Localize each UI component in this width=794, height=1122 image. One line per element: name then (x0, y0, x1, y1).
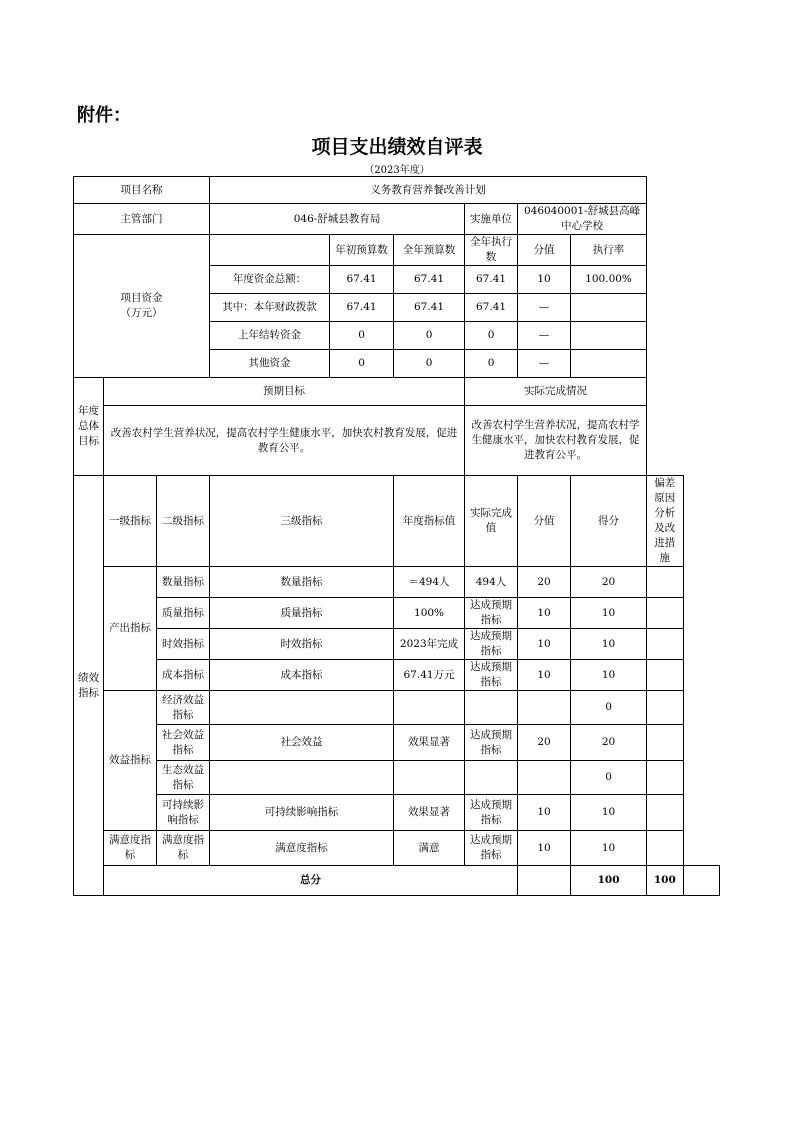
score-value: 10 (518, 660, 571, 691)
reason-value (647, 691, 683, 725)
reason-value (647, 761, 683, 795)
level1-indicator: 效益指标 (104, 691, 157, 831)
funds-cell (571, 350, 647, 378)
funds-row-label: 其中：本年财政拨款 (210, 294, 330, 322)
target-value: ＝494人 (394, 567, 465, 598)
indicator-row (74, 691, 720, 725)
actual-value: 达成预期指标 (465, 831, 518, 866)
score-value: 20 (518, 567, 571, 598)
got-value: 0 (571, 761, 647, 795)
funds-cell: — (518, 350, 571, 378)
reason-value (647, 795, 683, 831)
indicator-row (74, 725, 720, 761)
indicator-header: 一级指标 (104, 476, 157, 567)
level3-indicator: 数量指标 (210, 567, 394, 598)
expected-goal-header: 预期目标 (104, 378, 465, 406)
indicator-header: 三级指标 (210, 476, 394, 567)
target-value (394, 761, 465, 795)
got-value: 0 (571, 691, 647, 725)
funds-cell: 67.41 (394, 294, 465, 322)
funds-row-label: 年度资金总额： (210, 266, 330, 294)
score-value: 10 (518, 598, 571, 629)
level2-indicator: 质量指标 (157, 598, 210, 629)
got-value: 10 (571, 660, 647, 691)
reason-value (647, 725, 683, 761)
funds-cell: — (518, 294, 571, 322)
level3-indicator: 质量指标 (210, 598, 394, 629)
indicator-row (74, 660, 720, 691)
indicator-header: 二级指标 (157, 476, 210, 567)
funds-cell: 0 (394, 350, 465, 378)
level3-indicator (210, 691, 394, 725)
funds-cell: 67.41 (394, 266, 465, 294)
goals-section-label: 年度总体目标 (74, 378, 104, 476)
indicator-header: 得分 (571, 476, 647, 567)
reason-value (647, 831, 683, 866)
actual-value (465, 691, 518, 725)
funds-cell: 0 (394, 322, 465, 350)
target-value: 效果显著 (394, 725, 465, 761)
level3-indicator: 满意度指标 (210, 831, 394, 866)
target-value: 效果显著 (394, 795, 465, 831)
funds-header: 年初预算数 (330, 235, 394, 266)
funds-cell: 0 (465, 350, 518, 378)
indicator-row (74, 567, 720, 598)
target-value: 67.41万元 (394, 660, 465, 691)
attachment-label: 附件： (77, 105, 131, 126)
project-name-label: 项目名称 (74, 177, 210, 204)
actual-value (465, 761, 518, 795)
funds-row-label: 上年结转资金 (210, 322, 330, 350)
total-label: 总分 (104, 866, 518, 896)
funds-cell: 67.41 (330, 294, 394, 322)
funds-cell: 67.41 (465, 294, 518, 322)
score-value: 20 (518, 725, 571, 761)
total-blank (518, 866, 571, 896)
score-value: 10 (518, 831, 571, 866)
unit-value: 046040001-舒城县高峰中心学校 (518, 204, 647, 235)
actual-value: 达成预期指标 (465, 795, 518, 831)
total-got: 100 (647, 866, 683, 896)
got-value: 10 (571, 629, 647, 660)
level3-indicator: 社会效益 (210, 725, 394, 761)
got-value: 10 (571, 831, 647, 866)
indicator-header: 偏差原因分析及改进措施 (647, 476, 683, 567)
funds-cell: 10 (518, 266, 571, 294)
funds-cell: — (518, 322, 571, 350)
funds-cell: 100.00% (571, 266, 647, 294)
funds-cell: 67.41 (465, 266, 518, 294)
funds-row-label: 其他资金 (210, 350, 330, 378)
funds-cell (571, 294, 647, 322)
score-value: 10 (518, 795, 571, 831)
level1-indicator: 满意度指标 (104, 831, 157, 866)
level2-indicator: 社会效益指标 (157, 725, 210, 761)
level3-indicator: 时效指标 (210, 629, 394, 660)
reason-value (647, 660, 683, 691)
indicator-row (74, 761, 720, 795)
got-value: 10 (571, 795, 647, 831)
reason-value (647, 629, 683, 660)
funds-cell (571, 322, 647, 350)
funds-label: 项目资金 （万元） (74, 235, 210, 378)
actual-value: 达成预期指标 (465, 629, 518, 660)
level2-indicator: 数量指标 (157, 567, 210, 598)
funds-header: 全年执行数 (465, 235, 518, 266)
indicators-section-label: 绩效指标 (74, 476, 104, 896)
total-reason (683, 866, 719, 896)
actual-value: 达成预期指标 (465, 598, 518, 629)
level2-indicator: 时效指标 (157, 629, 210, 660)
level2-indicator: 可持续影响指标 (157, 795, 210, 831)
actual-value: 达成预期指标 (465, 725, 518, 761)
expected-goal-text: 改善农村学生营养状况，提高农村学生健康水平，加快农村教育发展，促进教育公平。 (104, 406, 465, 476)
actual-result-text: 改善农村学生营养状况，提高农村学生健康水平，加快农村教育发展，促进教育公平。 (465, 406, 647, 476)
target-value (394, 691, 465, 725)
level2-indicator: 经济效益指标 (157, 691, 210, 725)
indicator-row (74, 629, 720, 660)
funds-cell: 0 (330, 350, 394, 378)
reason-value (647, 567, 683, 598)
unit-label: 实施单位 (465, 204, 518, 235)
actual-value: 达成预期指标 (465, 660, 518, 691)
funds-cell: 67.41 (330, 266, 394, 294)
indicator-header: 分值 (518, 476, 571, 567)
project-name-value: 义务教育营养餐改善计划 (210, 177, 647, 204)
indicator-header: 实际完成值 (465, 476, 518, 567)
level1-indicator: 产出指标 (104, 567, 157, 691)
level2-indicator: 生态效益指标 (157, 761, 210, 795)
target-value: 100% (394, 598, 465, 629)
level3-indicator (210, 761, 394, 795)
funds-cell: 0 (330, 322, 394, 350)
actual-result-header: 实际完成情况 (465, 378, 647, 406)
funds-header: 执行率 (571, 235, 647, 266)
level3-indicator: 可持续影响指标 (210, 795, 394, 831)
got-value: 20 (571, 567, 647, 598)
total-row (74, 866, 720, 896)
indicator-row (74, 795, 720, 831)
score-value (518, 691, 571, 725)
got-value: 20 (571, 725, 647, 761)
score-value: 10 (518, 629, 571, 660)
funds-header-blank (210, 235, 330, 266)
funds-header: 分值 (518, 235, 571, 266)
indicator-row (74, 831, 720, 866)
indicator-header: 年度指标值 (394, 476, 465, 567)
target-value: 2023年完成 (394, 629, 465, 660)
reason-value (647, 598, 683, 629)
funds-header: 全年预算数 (394, 235, 465, 266)
level2-indicator: 成本指标 (157, 660, 210, 691)
level2-indicator: 满意度指标 (157, 831, 210, 866)
dept-label: 主管部门 (74, 204, 210, 235)
page-title: 项目支出绩效自评表 (311, 136, 483, 158)
performance-table (73, 176, 720, 896)
got-value: 10 (571, 598, 647, 629)
score-value (518, 761, 571, 795)
total-score: 100 (571, 866, 647, 896)
target-value: 满意 (394, 831, 465, 866)
actual-value: 494人 (465, 567, 518, 598)
level3-indicator: 成本指标 (210, 660, 394, 691)
funds-cell: 0 (465, 322, 518, 350)
indicator-row (74, 598, 720, 629)
report-year: （2023年度） (364, 165, 430, 176)
dept-value: 046-舒城县教育局 (210, 204, 465, 235)
